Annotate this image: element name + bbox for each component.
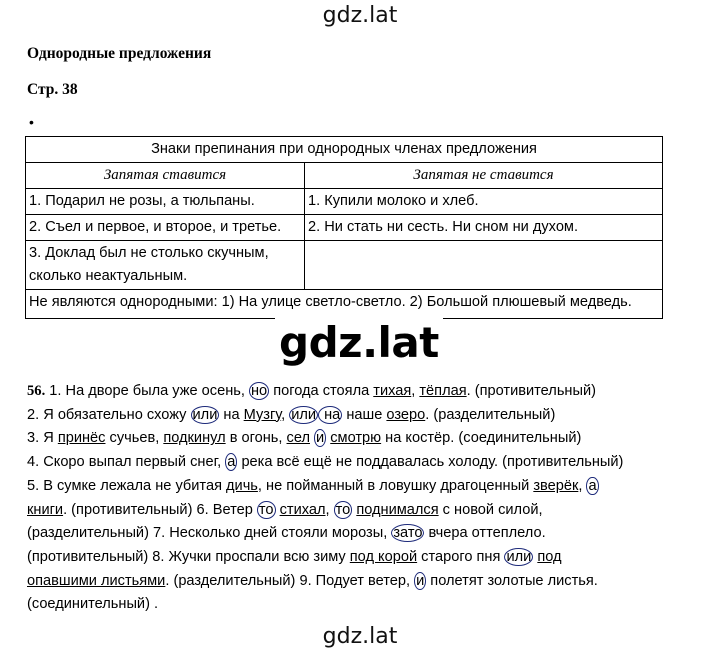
table-cell: 1. Подарил не розы, а тюльпаны. <box>26 189 305 215</box>
exercise-line <box>27 593 707 617</box>
watermark-bottom: gdz.lat <box>322 624 398 649</box>
table-cell: 2. Ни стать ни сесть. Ни сном ни духом. <box>305 215 663 241</box>
conjunction-circle: а <box>588 477 597 494</box>
text: сучьев, <box>105 430 164 447</box>
text: , <box>411 383 420 399</box>
exercise-line <box>27 546 707 570</box>
text: . (разделительный) <box>425 406 556 423</box>
conjunction-circle: то <box>335 501 351 518</box>
conjunction-circle: то <box>258 501 274 518</box>
table-row <box>26 189 663 215</box>
text: (соединительный) . <box>27 596 159 613</box>
table-cell: 1. Купили молоко и хлеб. <box>305 189 663 215</box>
exercise-line <box>27 404 707 428</box>
exercise-line <box>27 522 707 546</box>
watermark-top: gdz.lat <box>322 3 398 28</box>
page-number: Стр. 38 <box>27 81 78 98</box>
text: 5. В сумке лежала не убитая <box>27 477 227 494</box>
text: 1. На дворе была уже осень, <box>45 383 249 399</box>
text: с новой силой, <box>438 501 543 518</box>
conjunction-circle: зато <box>393 525 423 542</box>
underlined-word: принёс <box>57 430 106 447</box>
underlined-word: под корой <box>349 548 418 565</box>
text: в огонь, <box>225 430 287 447</box>
conjunction-circle: и <box>416 572 425 589</box>
conjunction-circle: но <box>250 383 268 399</box>
page-title: Однородные предложения <box>27 45 212 62</box>
column-header-no-comma: Запятая не ставится <box>305 163 663 189</box>
table-cell <box>305 241 663 290</box>
exercise-56 <box>27 380 707 617</box>
table-row <box>26 241 663 290</box>
watermark-middle: gdz.lat <box>275 318 443 368</box>
underlined-word: смотрю <box>330 430 382 447</box>
text: 4. Скоро выпал первый снег, <box>27 454 226 471</box>
exercise-line <box>27 380 707 404</box>
underlined-word: дичь <box>226 477 258 494</box>
conjunction-circle: и <box>316 430 325 447</box>
bullet: • <box>29 114 34 130</box>
conjunction-circle: на <box>320 406 341 423</box>
text: погода стояла <box>269 383 374 399</box>
table-row <box>26 215 663 241</box>
underlined-word: под <box>537 548 562 565</box>
table-cell: 2. Съел и первое, и второе, и третье. <box>26 215 305 241</box>
table-note: Не являются однородными: 1) На улице светло-светло. 2) Большой плюшевый медведь. <box>26 290 663 319</box>
underlined-word: тихая <box>373 383 412 399</box>
underlined-word: тёплая <box>419 383 467 399</box>
underlined-word: стихал <box>279 501 326 518</box>
exercise-line <box>27 499 707 523</box>
text: . (противительный) <box>466 383 596 399</box>
exercise-number: 56. <box>27 383 46 399</box>
text: полетят золотые листья. <box>426 572 598 589</box>
table-title: Знаки препинания при однородных членах предложения <box>26 137 663 163</box>
conjunction-circle: а <box>227 454 236 471</box>
text: старого пня <box>417 548 505 565</box>
column-header-comma: Запятая ставится <box>26 163 305 189</box>
punctuation-table <box>25 136 663 319</box>
text: , <box>325 501 334 518</box>
underlined-word: книги <box>27 501 64 518</box>
text: , <box>281 406 290 423</box>
text: река всё ещё не поддавалась холоду. (противительный) <box>237 454 624 471</box>
underlined-word: подкинул <box>163 430 226 447</box>
underlined-word: зверёк <box>533 477 579 494</box>
underlined-word: сел <box>286 430 310 447</box>
underlined-word: опавшими <box>27 572 101 589</box>
exercise-line <box>27 451 707 475</box>
conjunction-circle: или <box>506 548 532 565</box>
exercise-line <box>27 570 707 594</box>
underlined-word: озеро <box>386 406 426 423</box>
text: на <box>219 406 244 423</box>
exercise-line <box>27 475 707 499</box>
text: , не пойманный в ловушку драгоценный <box>257 477 534 494</box>
table-cell: 3. Доклад был не столько скучным, сколько неактуальным. <box>26 241 305 290</box>
conjunction-circle: или <box>192 406 218 423</box>
text: (разделительный) 7. Несколько дней стояли морозы, <box>27 525 392 542</box>
text: 3. Я <box>27 430 58 447</box>
text: . (противительный) 6. Ветер <box>63 501 257 518</box>
text: 2. Я обязательно схожу <box>27 406 191 423</box>
underlined-word: листьями <box>101 572 166 589</box>
conjunction-circle: или <box>291 406 317 423</box>
exercise-line <box>27 427 707 451</box>
text: , <box>578 477 587 494</box>
text: наше <box>342 406 387 423</box>
text: вчера оттеплело. <box>424 525 546 542</box>
underlined-word: поднимался <box>356 501 439 518</box>
text: на костёр. (соединительный) <box>381 430 582 447</box>
text: (противительный) 8. Жучки проспали всю зиму <box>27 548 350 565</box>
underlined-word: Музгу <box>243 406 282 423</box>
text: . (разделительный) 9. Подует ветер, <box>165 572 415 589</box>
